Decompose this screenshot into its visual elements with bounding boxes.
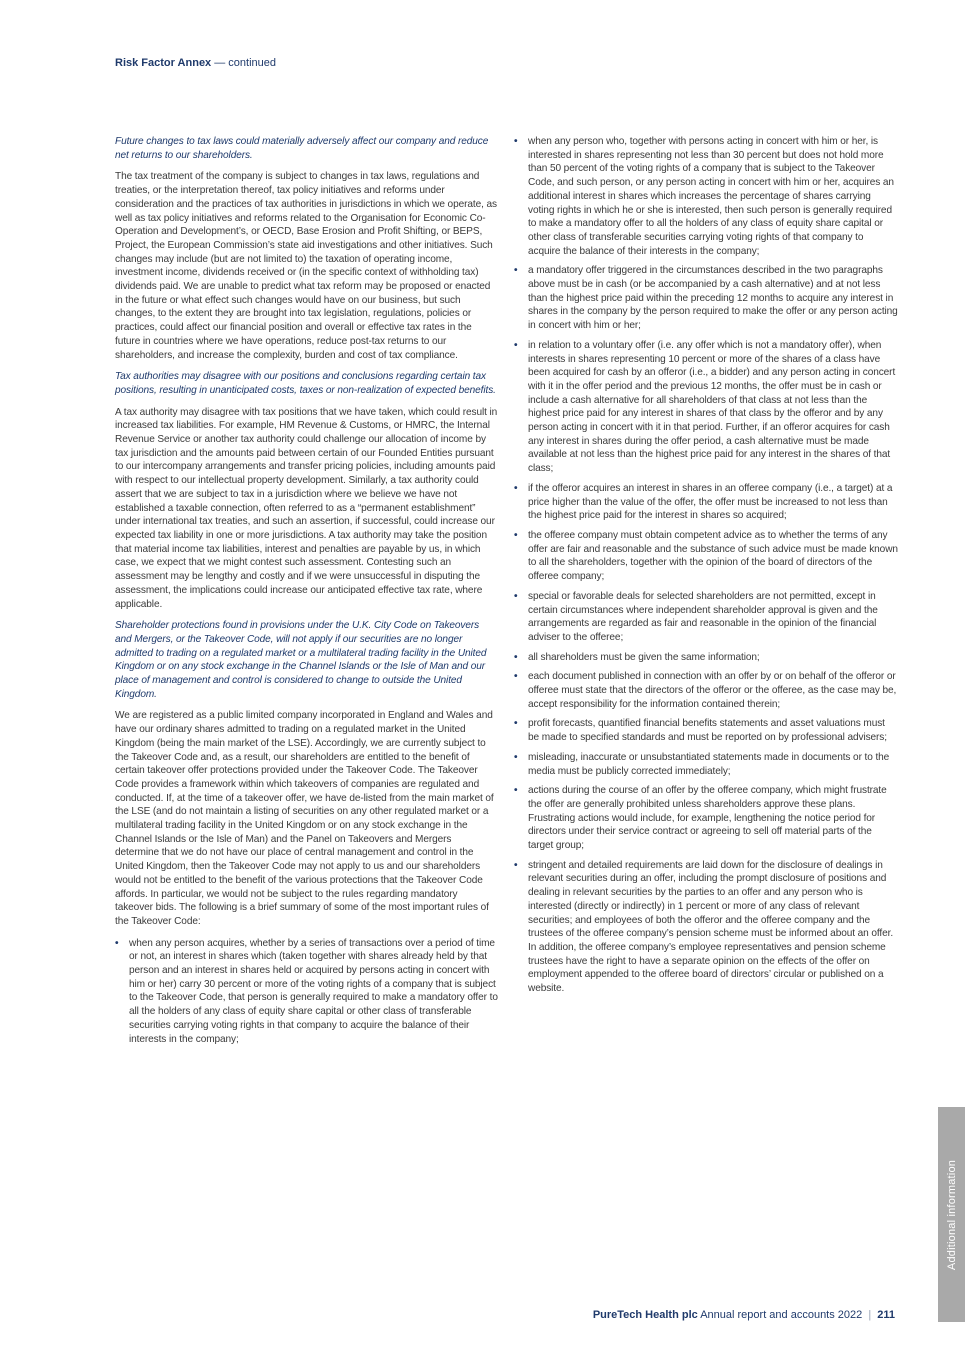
- page-number: 211: [877, 1309, 895, 1321]
- list-item: [514, 651, 898, 665]
- bullet-icon: •: [514, 751, 518, 763]
- bullet-icon: •: [514, 136, 518, 147]
- bullet-icon: •: [514, 529, 518, 541]
- list-item: [115, 937, 498, 1047]
- list-item: [514, 717, 898, 744]
- list-item: [514, 590, 898, 645]
- list-item-text: actions during the course of an offer by the offeree company, which might frustrate the offer are generally prohibited unless shareholders approve these plans. Frustrating actions would include, for example, lengthening the notice period for directors under their service contract or agreeing to sell off material parts of the target group;: [528, 785, 887, 852]
- continued-label: — continued: [214, 57, 277, 69]
- bullet-list: [115, 937, 498, 1047]
- list-item-text: each document published in connection with an offer by or on behalf of the offeror or offeree must state that the directors of the offeror or the offeree, as the case may be, accept responsibility for the information contained therein;: [528, 671, 897, 710]
- list-item-text: profit forecasts, quantified financial benefits statements and asset valuations must be made to specified standards and must be reported on by professional advisers;: [528, 718, 887, 744]
- list-item-text: a mandatory offer triggered in the circumstances described in the two paragraphs above must be in cash (or be accompanied by a cash alternative) and at not less than the highest price paid within the preceding 12 months to acquire any interest in shares in the company by the person required to make the offer or any person acting in concert with him or her;: [528, 265, 898, 332]
- body-paragraph: A tax authority may disagree with tax positions that we have taken, which could result in increased tax liabilities. For example, HM Revenue & Customs, or HMRC, the Internal Revenue Service or another tax authority could challenge our allocation of income by tax jurisdiction and the amounts paid between certain of our Founded Entities pursuant to our intercompany arrangements and transfer pricing policies, including amounts paid with respect to our intellectual property development. Similarly, a tax authority could assert that we are subject to tax in a jurisdiction where we believe we have not established a taxable connection, often referred to as a “permanent establishment” under international tax treaties, and such an assertion, if successful, could increase our expected tax liability in one or more jurisdictions. A tax authority may take the position that material income tax liabilities, interest and penalties are payable by us, in which case, we expect that we might contest such assessment. Contesting such an assessment may be lengthy and costly and if we were unsuccessful in disputing the assessment, the implications could increase our anticipated effective tax rate, where applicable.: [115, 406, 498, 610]
- bullet-icon: •: [514, 785, 518, 797]
- list-item-text: stringent and detailed requirements are laid down for the disclosure of dealings in relevant securities during an offer, including the prompt disclosure of positions and dealing in relevant securities by the parties to an offer and any person who is interested (directly or indirectly) in 1 percent or more of any class of relevant securities; and employees of both the offeror and the offeree company and the trustees of the offeree company’s pension scheme must be informed about an offer. In addition, the offeree company’s employee representatives and pension scheme trustees have the right to have a separate opinion on the effects of the offer on employment appended to the offeree board of directors’ circular or published on a website.: [528, 859, 894, 995]
- section-title: Risk Factor Annex: [115, 57, 212, 69]
- right-column: [514, 135, 898, 1002]
- risk-heading-takeover-code: Shareholder protections found in provisions under the U.K. City Code on Takeovers and Mergers, or the Takeover Code, will not apply if our securities are no longer admitted to trading on a regulated market or a multilateral trading facility in the United Kingdom or on any stock exchange in the Channel Islands or the Isle of Man and our place of management and control is considered to change to outside the United Kingdom.: [115, 620, 487, 700]
- list-item: [514, 859, 898, 996]
- list-item: [514, 135, 898, 258]
- list-item-text: if the offeror acquires an interest in shares in an offeree company (i.e., a target) at a price higher than the value of the offer, the offer must be increased to not less than the highest price paid for the interest in shares so acquired;: [528, 482, 893, 522]
- list-item: [514, 482, 898, 523]
- risk-heading-tax-authorities: Tax authorities may disagree with our positions and conclusions regarding certain tax positions, resulting in unanticipated costs, taxes or non-realization of expected benefits.: [115, 371, 496, 396]
- list-item-text: in relation to a voluntary offer (i.e. any offer which is not a mandatory offer), when interests in shares representing 10 percent or more of the shares of a class have been acquired for cash by an offeror (i.e., a bidder) and any person acting in concert with it in the offer period and the previous 12 months, the offer must be in cash or include a cash alternative for all shareholders of that class at not less than the highest price paid for any interest in shares of that class by the offeror and by any person acting in concert with it in that period. Further, if an offeror acquires for cash any interest in shares during the offer period, a cash alternative must be made available at not less than the highest price paid for any interest in the shares of that class;: [528, 339, 896, 475]
- bullet-icon: •: [514, 339, 518, 351]
- list-item-text: the offeree company must obtain competent advice as to whether the terms of any offer are fair and reasonable and the substance of such advice must be made known to all the shareholders, together with the opinion of the board of directors of the offeree company;: [528, 529, 898, 583]
- bullet-icon: •: [514, 265, 518, 277]
- bullet-icon: •: [514, 671, 518, 683]
- list-item: [514, 339, 898, 476]
- list-item: [514, 670, 898, 711]
- bullet-icon: •: [514, 718, 518, 730]
- risk-heading-tax-laws: Future changes to tax laws could materially adversely affect our company and reduce net returns to our shareholders.: [115, 136, 489, 161]
- list-item: [514, 264, 898, 333]
- bullet-list: [514, 135, 898, 996]
- page-footer: [593, 1309, 895, 1321]
- left-column: [115, 135, 498, 1052]
- bullet-icon: •: [514, 482, 518, 494]
- footer-report-title: Annual report and accounts 2022: [700, 1309, 863, 1321]
- list-item: [514, 784, 898, 853]
- body-paragraph: The tax treatment of the company is subject to changes in tax laws, regulations and treaties, or the interpretation thereof, tax policy initiatives and reforms under consideration and the practices of tax authorities in jurisdictions in which we operate, as well as tax policy initiatives and reforms related to the Organisation for Economic Co-Operation and Development’s, or OECD, Base Erosion and Profit Shifting, or BEPS, Project, the European Commission’s state aid investigations and other initiatives. Such changes may include (but are not limited to) the taxation of operating income, investment income, dividends received or (in the specific context of withholding tax) dividends paid. We are unable to predict what tax reform may be proposed or enacted in the future or what effect such changes would have on our business, but such changes, to the extent they are brought into tax legislation, regulations, policies or practices, could affect our financial position and overall or effective tax rates in the future in countries where we have operations, reduce post-tax returns to our shareholders, and increase the complexity, burden and cost of tax compliance.: [115, 171, 497, 361]
- list-item-text: misleading, inaccurate or unsubstantiated statements made in documents or to the media must be publicly corrected immediately;: [528, 751, 890, 777]
- bullet-icon: •: [514, 590, 518, 602]
- running-header: [115, 57, 276, 69]
- list-item-text: when any person acquires, whether by a series of transactions over a period of time or not, an interest in shares which (taken together with shares already held by that person and an interest in shares held or acquired by persons acting in concert with him or her) carry 30 percent or more of the voting rights of a company that is subject to the Takeover Code, that person is generally required to make a mandatory offer to all the holders of any class of equity share capital or other class of transferable securities carrying voting rights in that company to acquire the balance of their interests in the company;: [129, 937, 498, 1045]
- list-item: [514, 751, 898, 778]
- list-item-text: when any person who, together with persons acting in concert with him or her, is interested in shares representing not less than 30 percent but does not hold more than 50 percent of the voting rights of a company that is subject to the Takeover Code, and such person, or any person acting in concert with him or her, acquires an additional interest in shares which increases the percentage of shares carrying voting rights in which he or she is interested, then such person is generally required to make a mandatory offer to all the holders of any class of equity share capital or other class of transferable securities carrying voting rights of that company to acquire the balance of their interests in the company;: [528, 136, 894, 257]
- bullet-icon: •: [514, 859, 518, 871]
- bullet-icon: •: [514, 651, 518, 663]
- list-item-text: all shareholders must be given the same information;: [528, 651, 760, 663]
- list-item-text: special or favorable deals for selected shareholders are not permitted, except in certain circumstances where independent shareholder approval is given and the arrangements are regarded as fair and reasonable in the opinion of the financial adviser to the offeree;: [528, 590, 878, 643]
- footer-separator: |: [868, 1309, 872, 1321]
- section-side-tab: [938, 1107, 965, 1322]
- body-paragraph: We are registered as a public limited company incorporated in England and Wales and have our ordinary shares admitted to trading on a regulated market in the United Kingdom (being the main market of the LSE). Accordingly, we are currently subject to the Takeover Code and, as a result, our shareholders are entitled to the benefit of certain takeover offer protections provided under the Takeover Code. The Takeover Code provides a framework within which takeovers of companies are regulated and conducted. If, at the time of a takeover offer, we have de-listed from the main market of the LSE (and do not maintain a listing of securities on any other regulated market or a multilateral trading facility in the United Kingdom or on any stock exchange in the Channel Islands or the Isle of Man) and the Panel on Takeovers and Mergers determine that we do not have our place of central management and control in the United Kingdom, then the Takeover Code may not apply to us and our shareholders would not be entitled to the benefit of the various protections that the Takeover Code affords. In particular, we would not be subject to the rules regarding mandatory takeover bids. The following is a brief summary of some of the most important rules of the Takeover Code:: [115, 710, 494, 927]
- list-item: [514, 529, 898, 584]
- footer-company: PureTech Health plc: [592, 1309, 698, 1321]
- side-tab-label: Additional information: [945, 1159, 958, 1270]
- bullet-icon: •: [115, 937, 119, 949]
